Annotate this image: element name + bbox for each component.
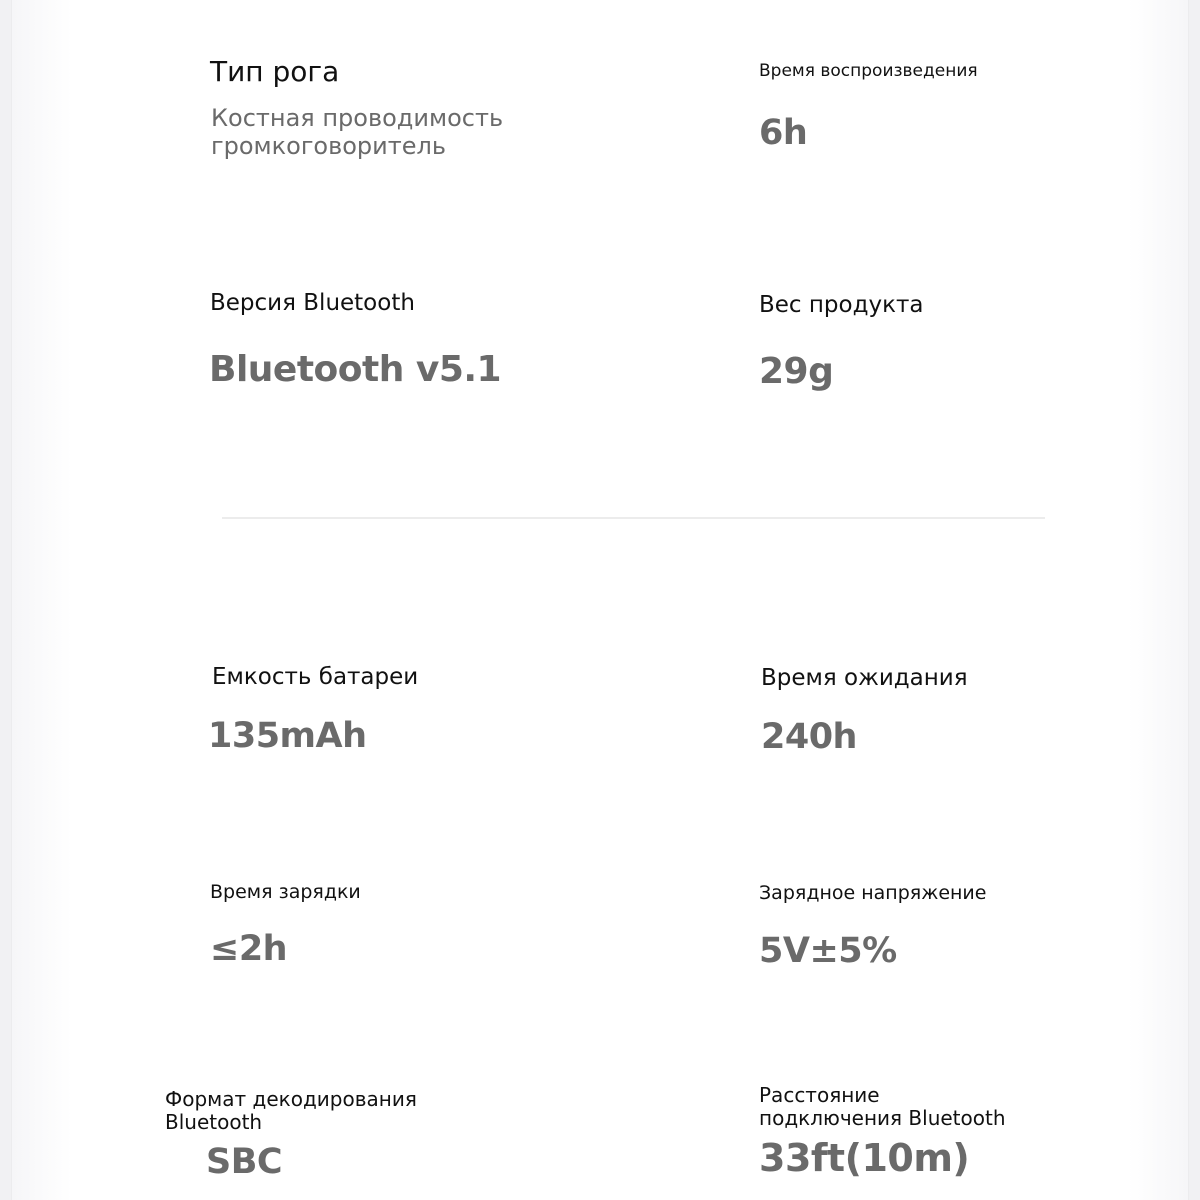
charging-voltage-label: Зарядное напряжение: [759, 882, 987, 904]
horn-type-value: Костная проводимость громкоговоритель: [211, 104, 504, 160]
playback-time-value: 6h: [759, 113, 808, 153]
bluetooth-version-label: Версия Bluetooth: [210, 290, 415, 316]
spec-sheet: [12, 0, 1188, 1200]
playback-time-label: Время воспроизведения: [759, 61, 978, 81]
horn-type-label: Тип рога: [210, 55, 340, 88]
connection-distance-label: Расстояние подключения Bluetooth: [759, 1083, 1006, 1130]
decoding-format-label: Формат декодирования Bluetooth: [165, 1087, 417, 1134]
charging-time-label: Время зарядки: [210, 881, 361, 903]
product-weight-label: Вес продукта: [759, 292, 924, 318]
connection-distance-value: 33ft(10m): [759, 1136, 970, 1180]
section-divider: [222, 517, 1045, 519]
standby-time-label: Время ожидания: [761, 665, 968, 691]
charging-voltage-value: 5V±5%: [759, 931, 897, 971]
bluetooth-version-value: Bluetooth v5.1: [209, 349, 502, 390]
battery-capacity-label: Емкость батареи: [212, 664, 419, 690]
battery-capacity-value: 135mAh: [208, 716, 367, 756]
product-weight-value: 29g: [759, 351, 834, 392]
standby-time-value: 240h: [761, 717, 857, 757]
decoding-format-value: SBC: [206, 1142, 283, 1182]
charging-time-value: ≤2h: [210, 929, 288, 969]
